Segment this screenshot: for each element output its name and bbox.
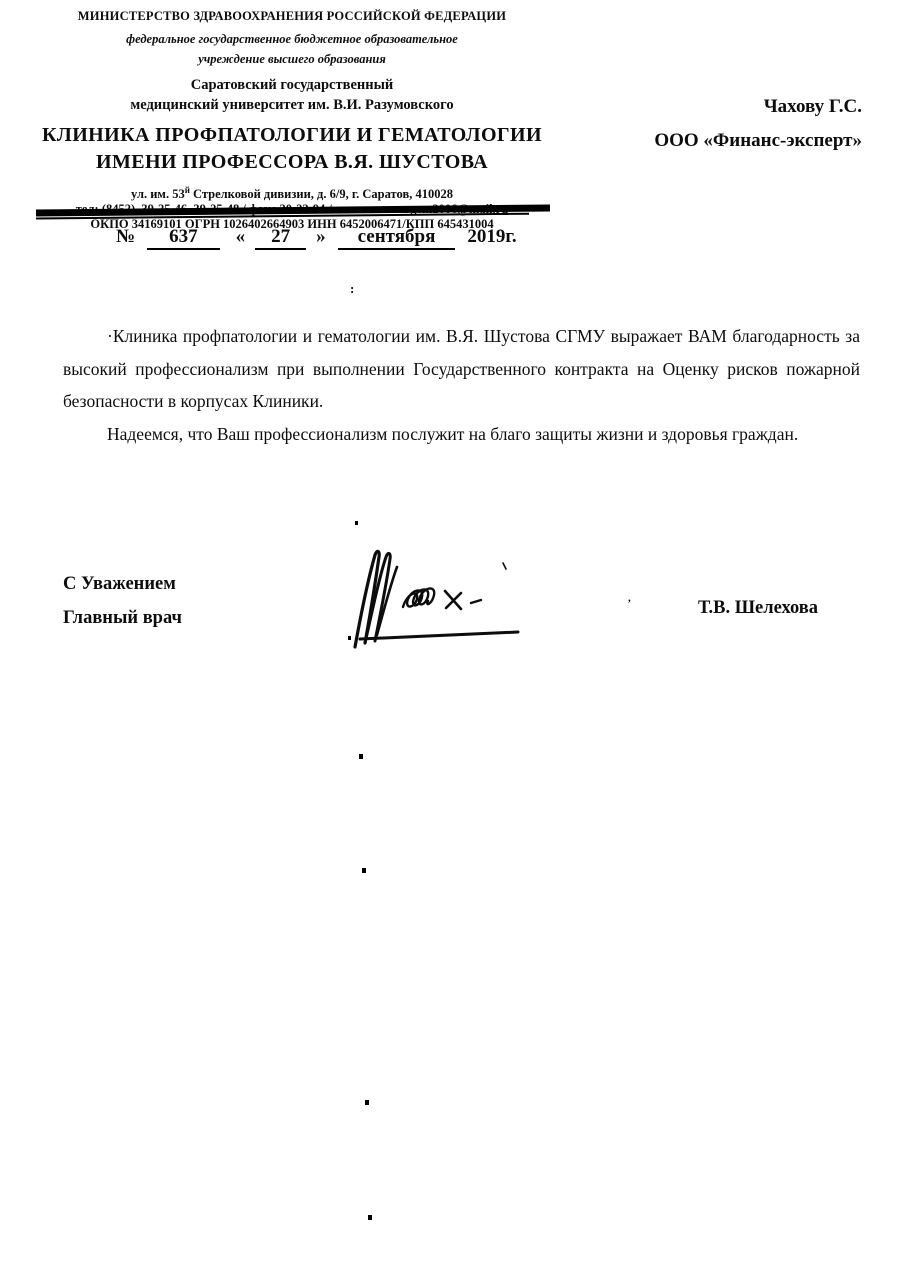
- clinic-name-line-2: ИМЕНИ ПРОФЕССОРА В.Я. ШУСТОВА: [95, 151, 489, 173]
- recipient-name: Чахову Г.С.: [763, 96, 862, 117]
- address-rest: Стрелковой дивизии, д. 6/9, г. Саратов, 410028: [189, 187, 453, 202]
- body-paragraph-2: Надеемся, что Ваш профессионализм послужит на благо защиты жизни и здоровья граждан.: [107, 423, 799, 444]
- closing-block: [63, 567, 182, 635]
- scan-speck: [359, 754, 363, 759]
- closing-line-1: С Уважением: [63, 574, 176, 594]
- signer-name: Т.В. Шелехова: [698, 598, 819, 618]
- scan-speck: ,: [628, 592, 631, 604]
- ministry-line: МИНИСТЕРСТВО ЗДРАВООХРАНЕНИЯ РОССИЙСКОЙ ФЕДЕРАЦИИ: [77, 9, 507, 23]
- university-line-2: медицинский университет им. В.И. Разумовского: [130, 97, 454, 113]
- quote-close: »: [316, 226, 326, 247]
- address-superscript: й: [184, 185, 190, 195]
- org-type-line-1: федеральное государственное бюджетное образовательное: [126, 32, 458, 46]
- doc-year: 2019г.: [467, 226, 517, 247]
- university-line-1: Саратовский государственный: [190, 77, 394, 93]
- body-paragraph-1-text: Клиника профпатологии и гематологии им. В.Я. Шустова СГМУ выражает ВАМ благодарность за высокий профессионализм при выполнении Государственного контракта на Оценку рисков пожарной безопасности в корпусах Клиники.: [63, 326, 860, 411]
- scan-speck: [368, 1215, 372, 1220]
- clinic-name-line-1: КЛИНИКА ПРОФПАТОЛОГИИ И ГЕМАТОЛОГИИ: [42, 124, 542, 146]
- scan-speck: [365, 1100, 369, 1105]
- doc-number-label: №: [116, 226, 136, 247]
- doc-month-value: сентября: [338, 226, 456, 250]
- registration-codes-line: ОКПО 34169101 ОГРН 1026402664903 ИНН 6452006471/КПП 645431004: [90, 217, 494, 232]
- doc-day-value: 27: [255, 226, 306, 250]
- doc-number-value: 637: [147, 226, 220, 250]
- address-line: [36, 183, 548, 202]
- quote-open: «: [235, 226, 246, 247]
- letterhead: [36, 8, 548, 232]
- recipient-block: [654, 90, 862, 158]
- letter-body: [63, 320, 860, 450]
- body-paragraph-1: [63, 320, 860, 418]
- recipient-company: ООО «Финанс-эксперт»: [654, 130, 862, 151]
- org-type-line-2: учреждение высшего образования: [198, 52, 386, 66]
- scan-speck: [355, 521, 358, 525]
- scan-mark: ·: [107, 326, 113, 346]
- address-prefix: ул. им. 53: [131, 187, 185, 202]
- reference-line: [116, 226, 517, 250]
- closing-line-2: Главный врач: [63, 608, 182, 628]
- scan-speck: [362, 868, 366, 873]
- scan-speck: :: [350, 281, 355, 296]
- scan-speck: [348, 636, 351, 640]
- signature-icon: [325, 543, 540, 655]
